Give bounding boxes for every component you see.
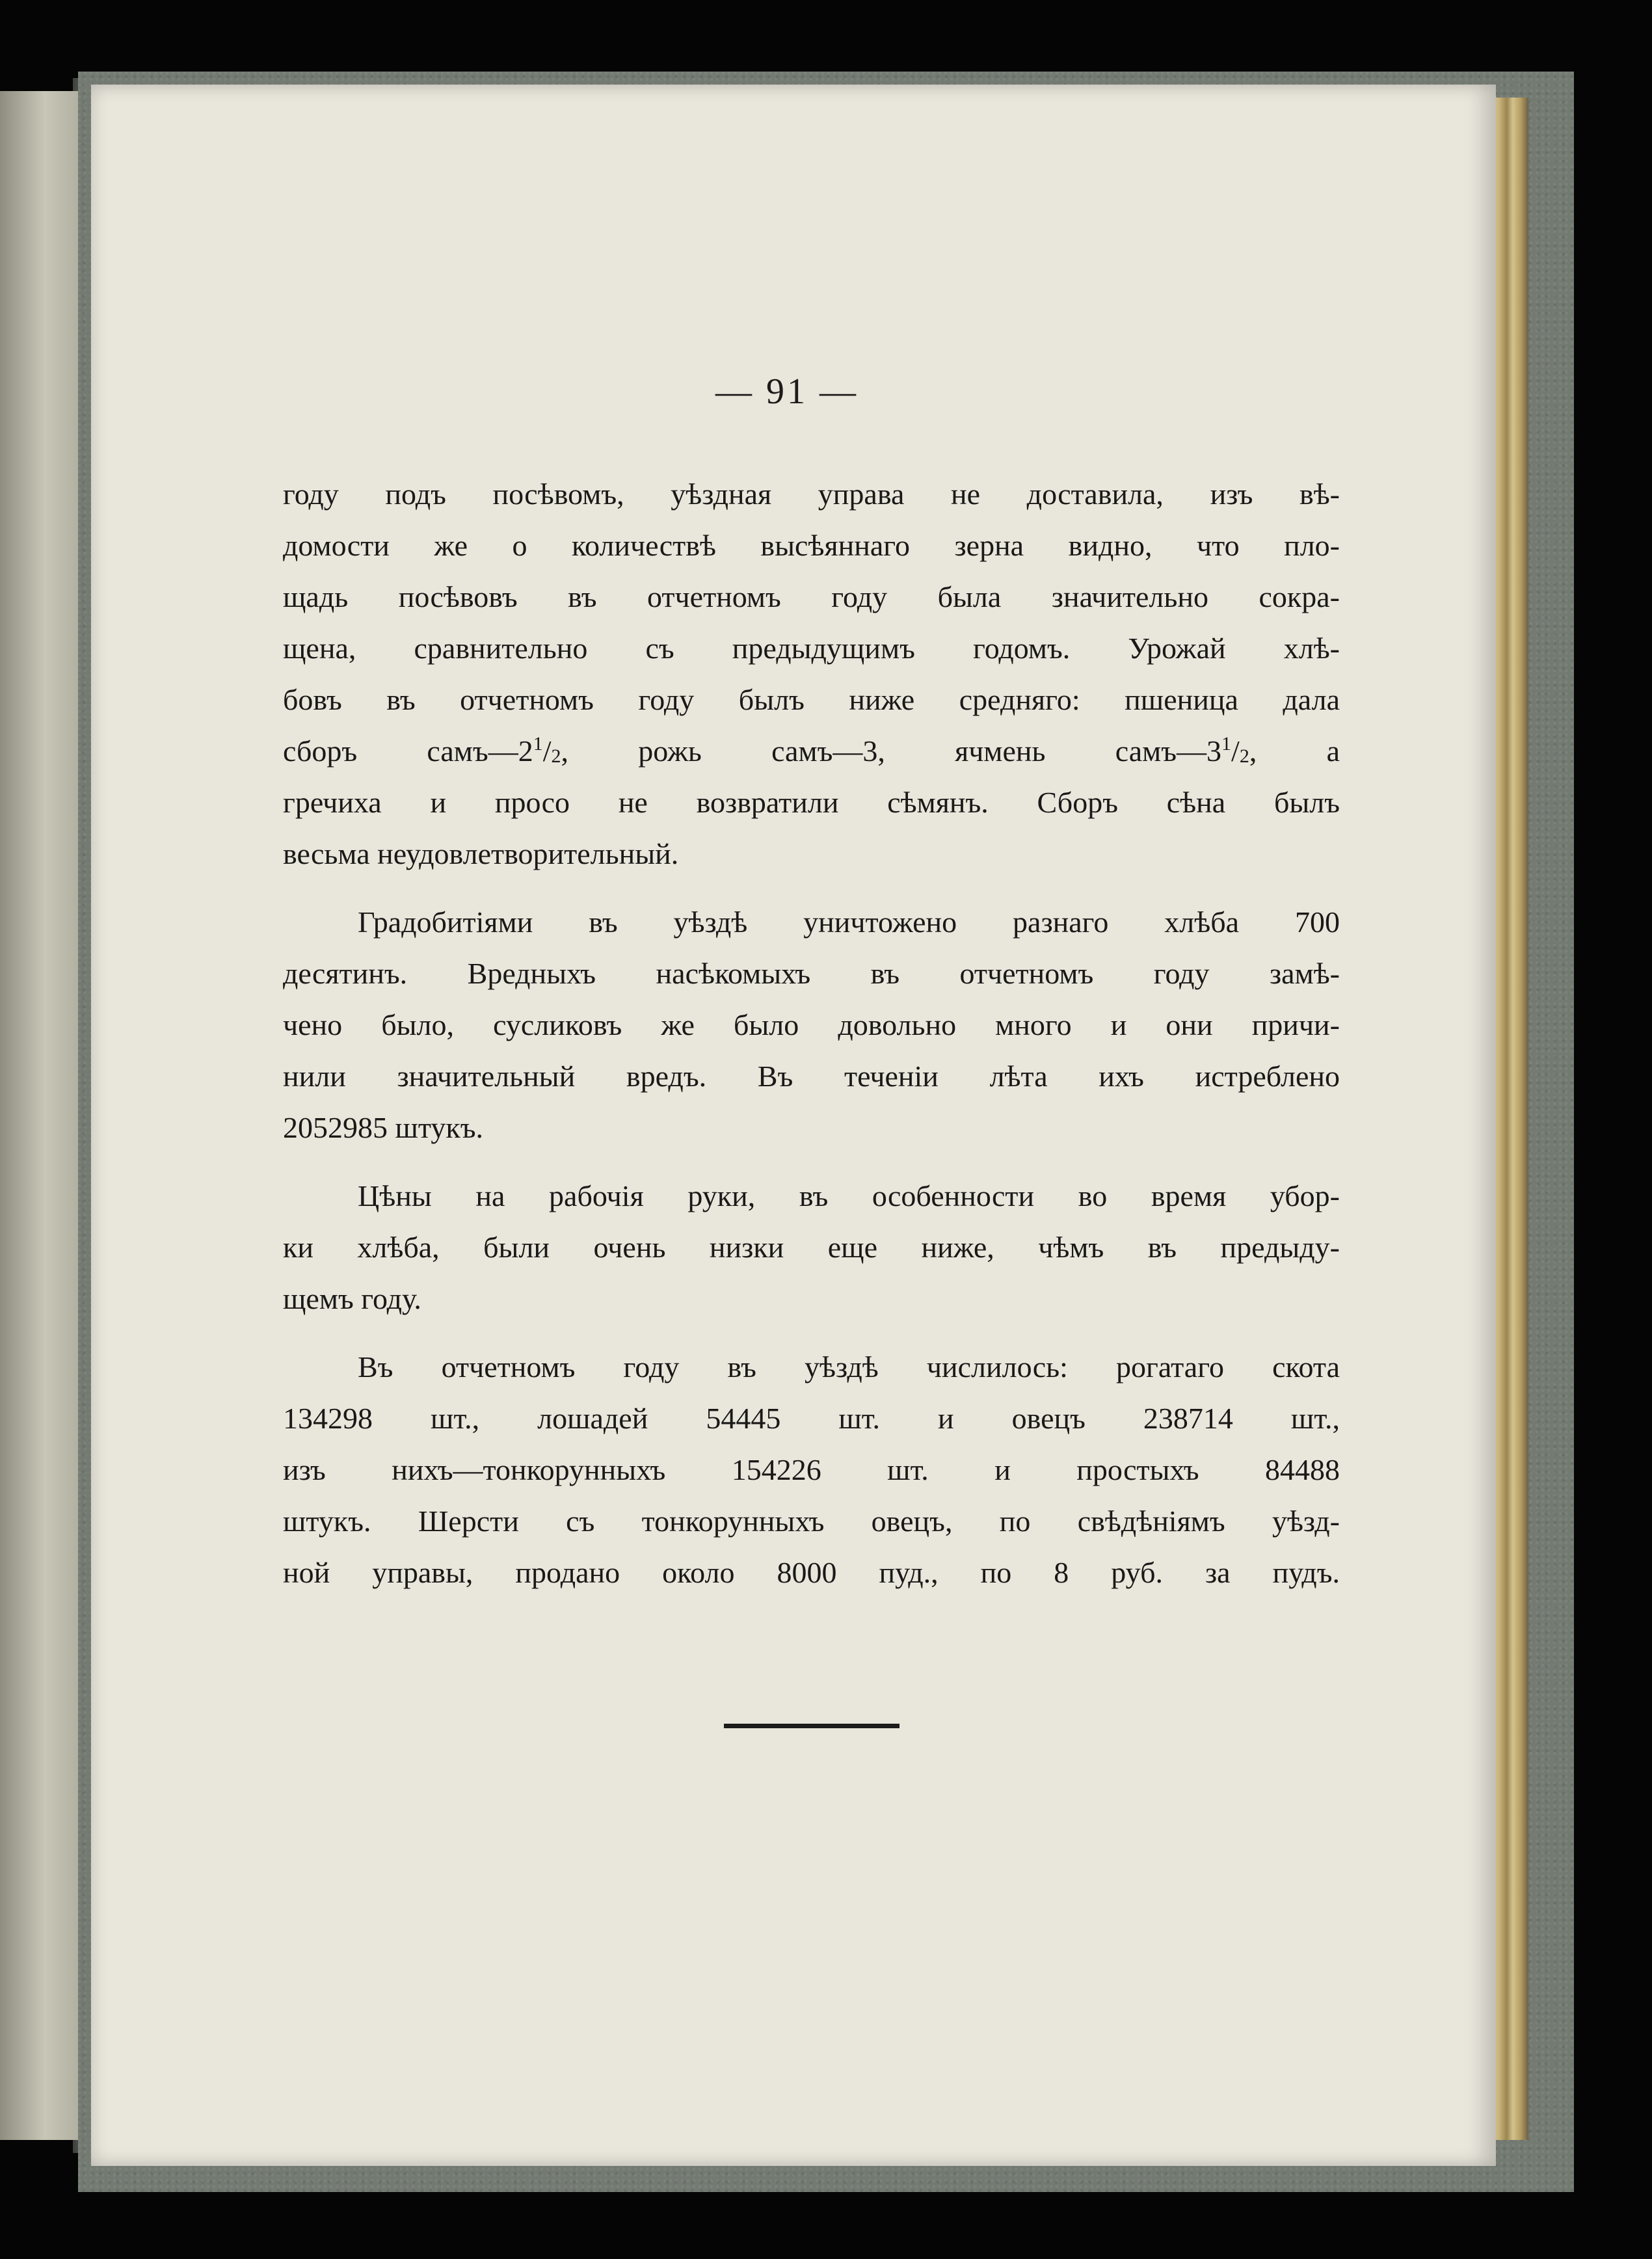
text-line: ки хлѣба, были очень низки еще ниже, чѣмъ въ предыду- (283, 1231, 1340, 1264)
fraction-denominator: 2 (551, 745, 561, 767)
fraction-numerator: 1 (533, 733, 543, 755)
text-line: чено было, сусликовъ же было довольно много и они причи- (283, 1008, 1340, 1041)
text-line: Въ отчетномъ году въ уѣздѣ числилось: рогатаго скота (358, 1350, 1340, 1383)
text-line: десятинъ. Вредныхъ насѣкомыхъ въ отчетномъ году замѣ- (283, 957, 1340, 990)
left-page-strip (0, 91, 81, 2140)
end-rule (724, 1724, 899, 1728)
fraction-denominator: 2 (1239, 745, 1249, 767)
text-line: домости же о количествѣ высѣяннаго зерна видно, что пло- (283, 529, 1340, 562)
fraction-text-b: , рожь самъ—3, ячмень самъ—3 (561, 734, 1222, 768)
text-line: гречиха и просо не возвратили сѣмянъ. Сборъ сѣна былъ (283, 786, 1340, 819)
text-line: бовъ въ отчетномъ году былъ ниже средняго: пшеница дала (283, 683, 1340, 716)
page-text (283, 468, 1340, 1598)
text-line: нили значительный вредъ. Въ теченіи лѣта ихъ истреблено (283, 1060, 1340, 1093)
fraction-text-a: сборъ самъ—2 (283, 734, 533, 768)
text-line: Градобитіями въ уѣздѣ уничтожено разнаго хлѣба 700 (358, 905, 1340, 939)
text-line: штукъ. Шерсти съ тонкорунныхъ овецъ, по свѣдѣніямъ уѣзд- (283, 1504, 1340, 1538)
book-page (91, 85, 1496, 2166)
text-line: щемъ году. (283, 1282, 421, 1315)
text-line: Цѣны на рабочія руки, въ особенности во время убор- (358, 1179, 1340, 1212)
text-line-fractions: сборъ $самъ—2^1/_2$, рожь самъ—3, ячмень $самъ—3^1/_2$, а (283, 733, 1340, 768)
fraction-numerator: 1 (1221, 733, 1232, 755)
text-line: ной управы, продано около 8000 пуд., по 8 руб. за пудъ. (283, 1556, 1340, 1589)
text-line: 134298 шт., лошадей 54445 шт. и овецъ 238714 шт., (283, 1402, 1340, 1435)
text-line: щадь посѣвовъ въ отчетномъ году была значительно сокра- (283, 580, 1340, 613)
fraction-text-c: , а (1249, 734, 1340, 768)
text-line: изъ нихъ—тонкорунныхъ 154226 шт. и простыхъ 84488 (283, 1453, 1340, 1486)
text-line: 2052985 штукъ. (283, 1111, 484, 1144)
text-line: весьма неудовлетворительный. (283, 837, 679, 870)
text-line: году подъ посѣвомъ, уѣздная управа не доставила, изъ вѣ- (283, 477, 1340, 511)
text-line: щена, сравнительно съ предыдущимъ годомъ. Урожай хлѣ- (283, 632, 1340, 665)
page-number: — 91 — (715, 371, 859, 412)
